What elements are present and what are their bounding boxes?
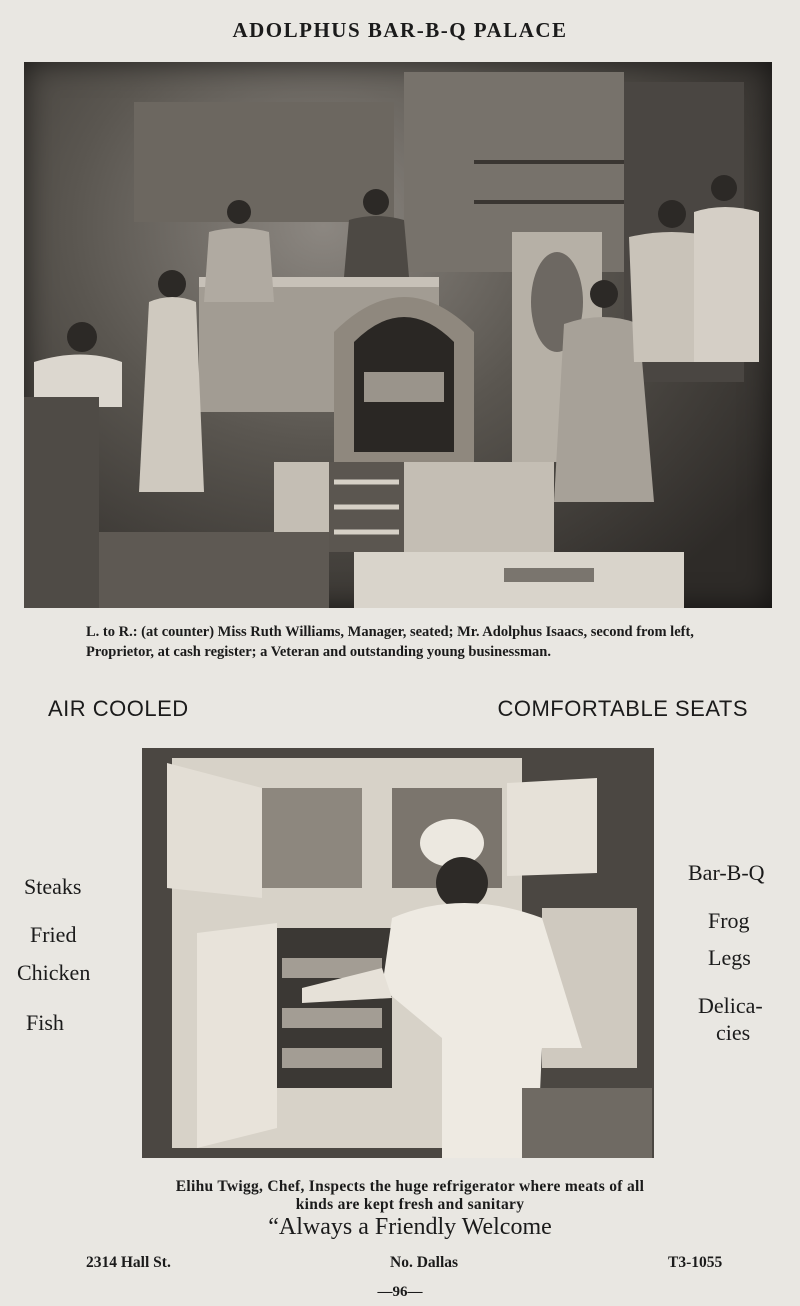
menu-item-chicken: Chicken: [17, 960, 91, 985]
menu-item-frog: Frog: [708, 908, 750, 933]
top-photo-caption: L. to R.: (at counter) Miss Ruth Williams, Manager, seated; Mr. Adolphus Isaacs, second from left, Proprietor, at cash register; a Veteran and outstanding young businessman.: [86, 624, 694, 660]
caption-line-1: Elihu Twigg, Chef, Inspects the huge refrigerator where meats of all: [175, 1178, 645, 1195]
menu-item-delica: Delica-: [698, 993, 763, 1018]
menu-item-steaks: Steaks: [24, 874, 82, 899]
area: No. Dallas: [390, 1254, 459, 1271]
address: 2314 Hall St.: [86, 1254, 171, 1271]
menu-item-fish: Fish: [26, 1010, 64, 1035]
menu-item-fried: Fried: [30, 922, 77, 947]
bottom-photo-caption: [70, 1178, 750, 1214]
menu-item-cies: cies: [716, 1020, 751, 1045]
caption-line-2: kinds are kept fresh and sanitary: [295, 1196, 525, 1213]
slogan: “Always a Friendly Welcome: [268, 1214, 552, 1240]
menu-item-bar-b-q: Bar-B-Q: [688, 860, 765, 885]
page-title: ADOLPHUS BAR-B-Q PALACE: [232, 18, 568, 42]
air-cooled-banner: AIR COOLED: [48, 696, 189, 721]
restaurant-interior-photo: [24, 62, 772, 608]
comfortable-seats-banner: COMFORTABLE SEATS: [497, 696, 748, 721]
phone-number: T3-1055: [668, 1254, 723, 1271]
chef-refrigerator-photo: [142, 748, 654, 1158]
page-number: —96—: [377, 1284, 423, 1300]
menu-item-legs: Legs: [708, 945, 751, 970]
